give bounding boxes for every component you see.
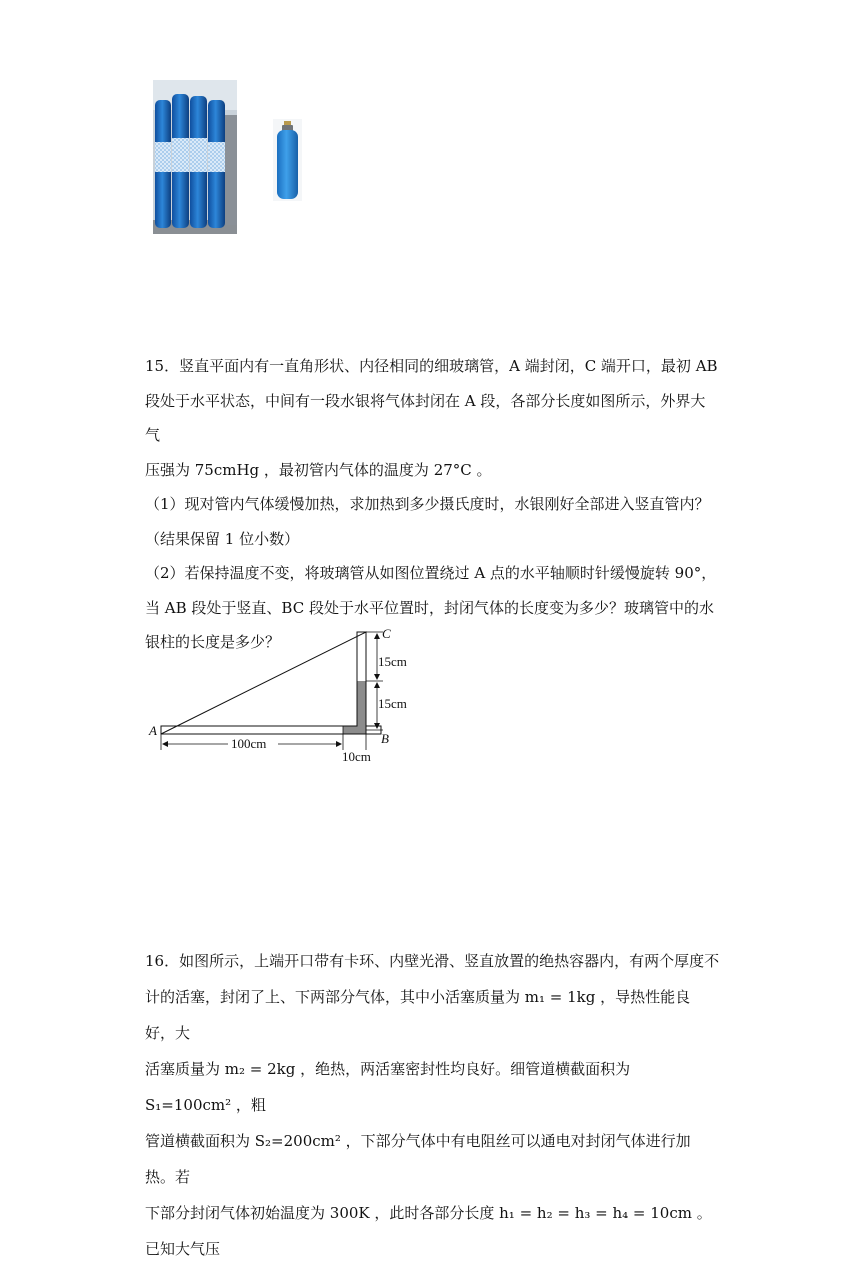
problem-15-line: 当 AB 段处于竖直、BC 段处于水平位置时，封闭气体的长度变为多少？玻璃管中的水 [145,598,714,617]
problem-15 [145,349,720,660]
problem-15-line: （结果保留 1 位小数） [145,529,300,548]
problem-16-line: 活塞质量为 m₂ = 2kg ，绝热，两活塞密封性均良好。细管道横截面积为 S₁=100cm² ，粗 [145,1060,631,1114]
problem-16 [145,943,720,1267]
dim-lower-label: 15cm [378,696,407,711]
gas-cylinders-photo [153,80,237,234]
problem-15-line: 段处于水平状态，中间有一段水银将气体封闭在 A 段，各部分长度如图所示，外界大气 [145,391,706,444]
problem-16-line: 管道横截面积为 S₂=200cm² ，下部分气体中有电阻丝可以通电对封闭气体进行加热。若 [145,1132,691,1186]
glass-tube-diagram [145,624,425,773]
problem-16-line: 计的活塞，封闭了上、下两部分气体，其中小活塞质量为 m₁ = 1kg ，导热性能良好，大 [145,988,691,1042]
problem-15-line: （1）现对管内气体缓慢加热，求加热到多少摄氏度时，水银刚好全部进入竖直管内？ [145,495,710,513]
label-b: B [381,731,389,746]
problem-16-line: 下部分封闭气体初始温度为 300K ，此时各部分长度 h₁ = h₂ = h₃ = h₄ = 10cm 。已知大气压 [145,1204,712,1258]
problem-15-line: 银柱的长度是多少？ [145,633,281,651]
dim-upper-label: 15cm [378,654,407,669]
problem-15-line: （2）若保持温度不变，将玻璃管从如图位置绕过 A 点的水平轴顺时针缓慢旋转 90°， [145,564,717,582]
problem-16-line: 16．如图所示，上端开口带有卡环、内壁光滑、竖直放置的绝热容器内，有两个厚度不 [145,952,720,970]
mercury-vertical [357,681,366,734]
single-cylinder-photo [273,119,302,201]
problem-15-line: 压强为 75cmHg ，最初管内气体的温度为 27°C 。 [145,460,492,479]
problem-15-line: 15．竖直平面内有一直角形状、内径相同的细玻璃管，A 端封闭，C 端开口，最初 AB [145,357,718,375]
label-a: A [149,723,157,738]
label-c: C [382,626,391,641]
dim-bottom-label: 10cm [342,749,371,764]
dim-horizontal-label: 100cm [231,736,267,751]
